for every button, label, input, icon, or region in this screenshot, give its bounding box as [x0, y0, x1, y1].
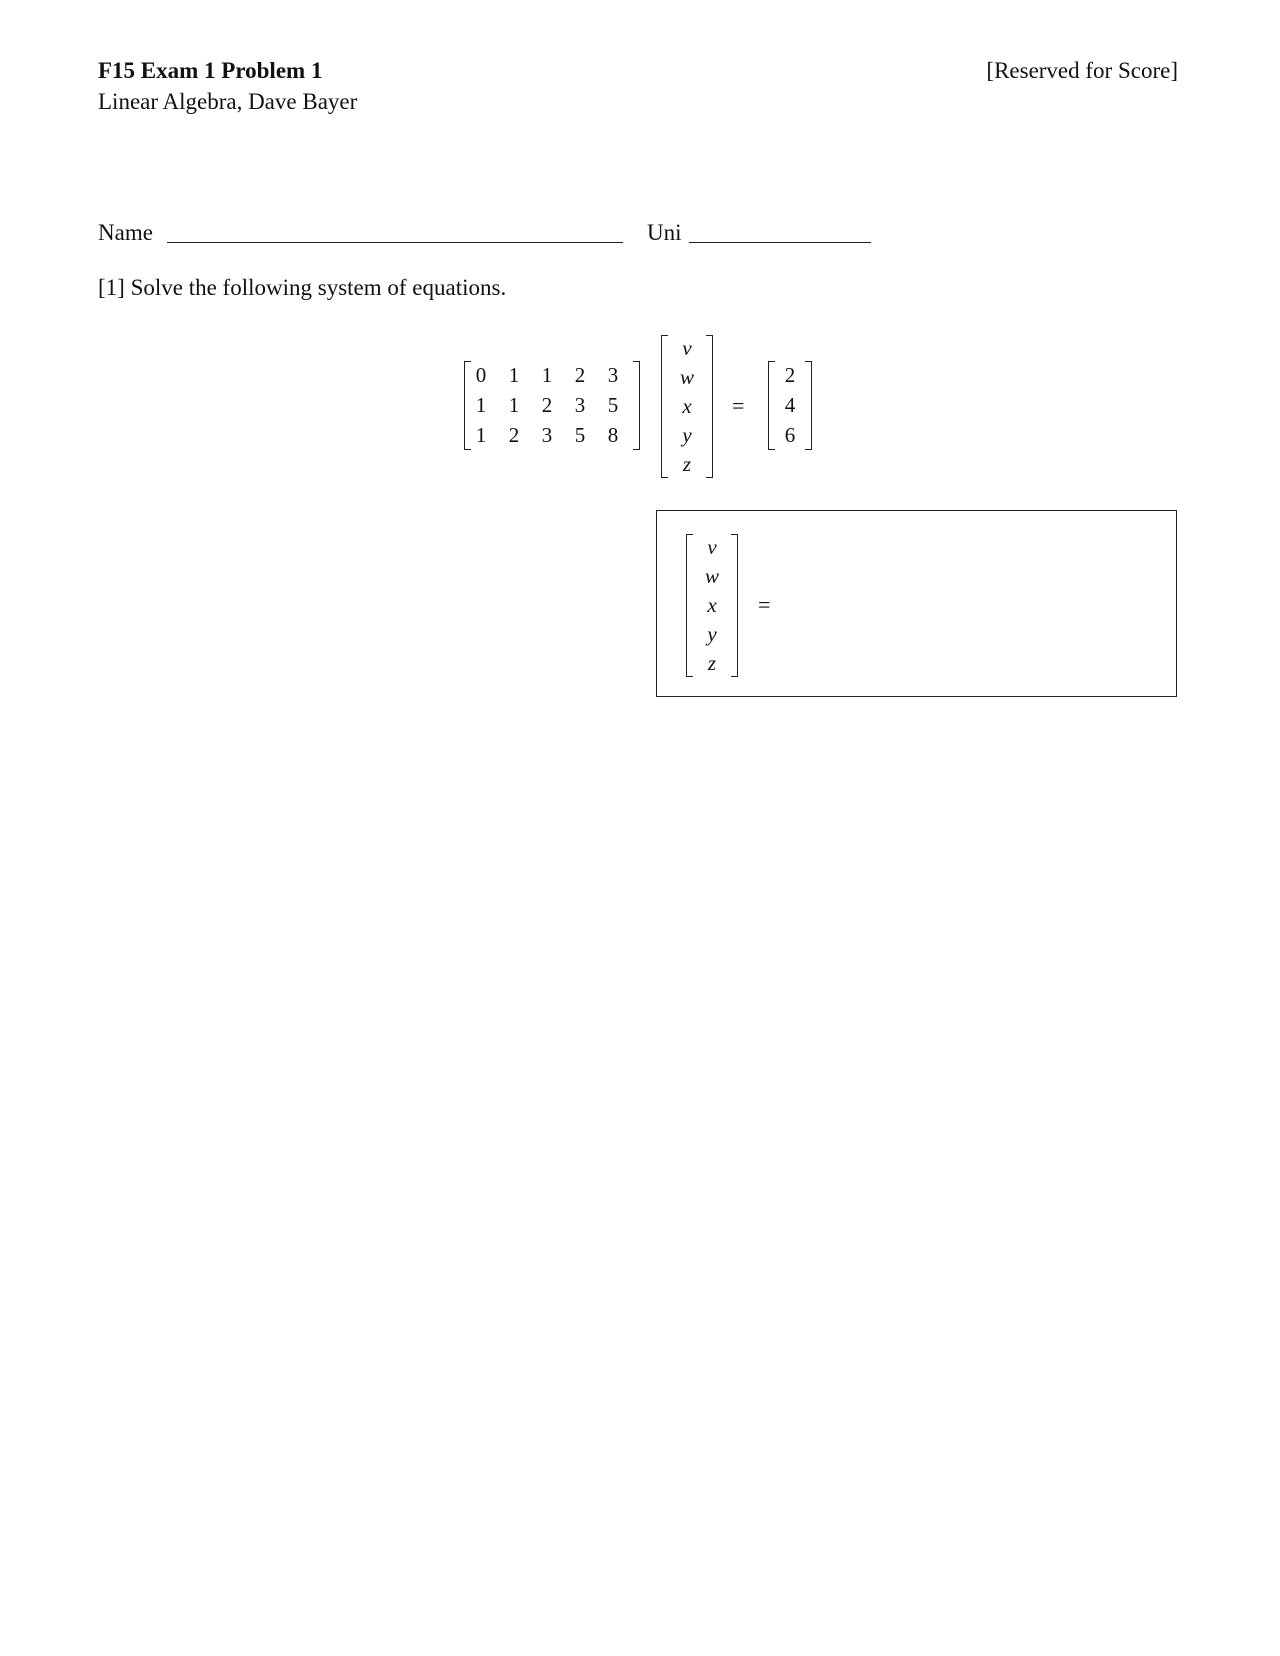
variable-vector — [661, 335, 713, 478]
name-label: Name — [98, 220, 153, 245]
uni-field[interactable] — [689, 242, 871, 243]
answer-variable-vector — [686, 534, 738, 677]
coefficient-matrix — [464, 361, 640, 450]
vector-entry: y — [682, 423, 692, 447]
problem-statement: [1] Solve the following system of equations. — [98, 275, 507, 300]
matrix-cell: 1 — [508, 363, 520, 387]
vector-entry: v — [682, 336, 692, 360]
vector-entry: x — [682, 394, 692, 418]
vector-entry: w — [704, 564, 719, 588]
matrix-cell: 2 — [541, 393, 553, 417]
score-reserved-note: [Reserved for Score] — [986, 58, 1178, 83]
matrix-cell: 3 — [607, 363, 619, 387]
vector-entry: v — [707, 535, 717, 559]
matrix-cell: 2 — [574, 363, 586, 387]
matrix-cell: 2 — [508, 423, 520, 447]
matrix-cell: 5 — [607, 393, 619, 417]
exam-title: F15 Exam 1 Problem 1 — [98, 58, 323, 83]
uni-label: Uni — [647, 220, 682, 245]
matrix-cell: 1 — [541, 363, 553, 387]
vector-entry: x — [707, 593, 717, 617]
matrix-cell: 8 — [607, 423, 619, 447]
vector-entry: 2 — [784, 363, 796, 387]
vector-entry: w — [679, 365, 694, 389]
vector-entry: 4 — [784, 393, 796, 417]
matrix-cell: 1 — [475, 393, 487, 417]
course-subtitle: Linear Algebra, Dave Bayer — [98, 89, 358, 114]
matrix-cell: 5 — [574, 423, 586, 447]
equals-sign: = — [732, 393, 745, 418]
name-field[interactable] — [167, 242, 623, 243]
vector-entry: 6 — [784, 423, 796, 447]
rhs-vector — [768, 361, 812, 450]
matrix-cell: 1 — [475, 423, 487, 447]
matrix-cell: 3 — [541, 423, 553, 447]
answer-equals-sign: = — [758, 592, 771, 617]
matrix-cell: 1 — [508, 393, 520, 417]
vector-entry: y — [707, 622, 717, 646]
matrix-cell: 3 — [574, 393, 586, 417]
vector-entry: z — [707, 651, 717, 675]
vector-entry: z — [682, 452, 692, 476]
matrix-cell: 0 — [475, 363, 487, 387]
